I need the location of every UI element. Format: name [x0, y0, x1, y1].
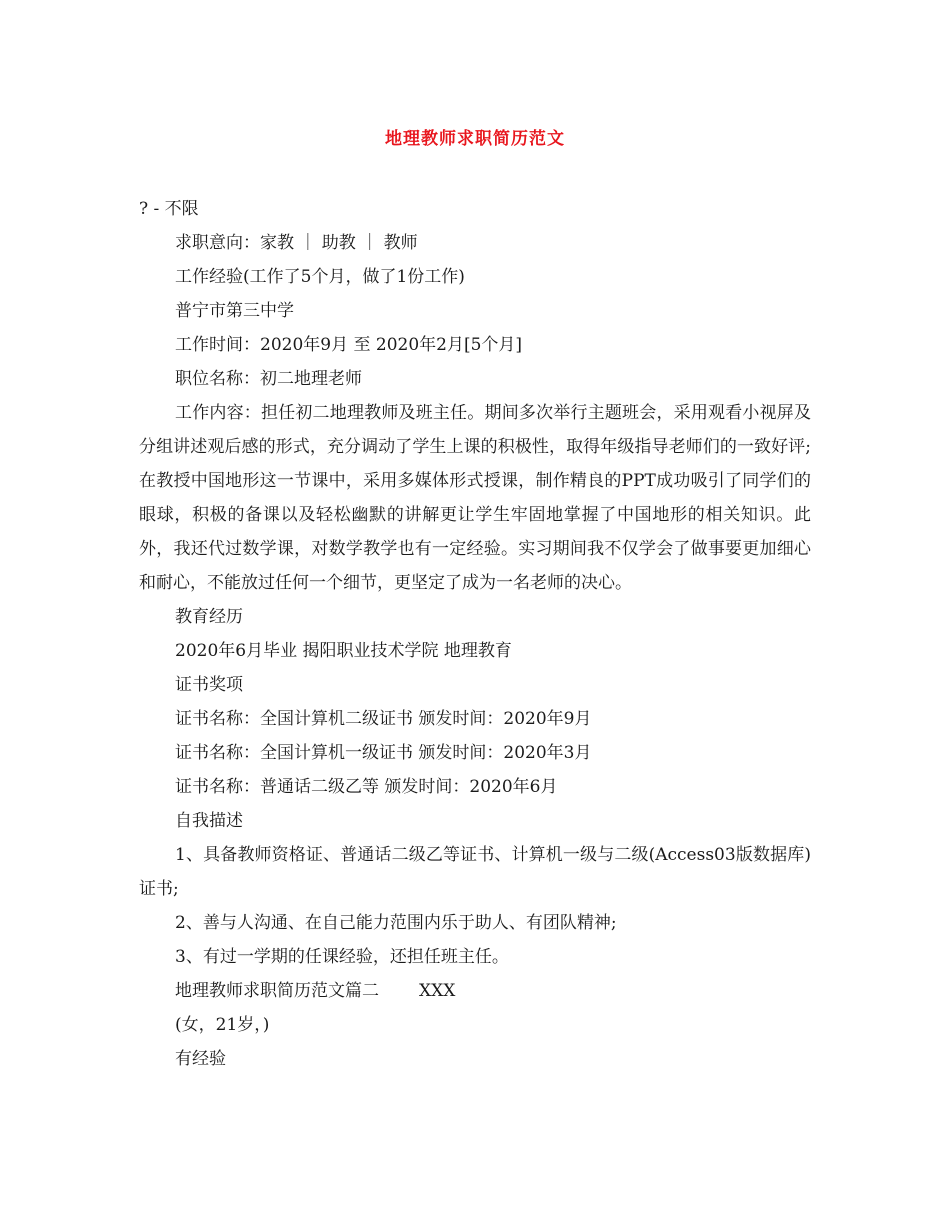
candidate-info: (女，21岁，) [175, 1015, 270, 1035]
work-experience-summary: 工作经验(工作了5个月，做了1份工作) [175, 267, 465, 287]
certificate-item: 证书名称：普通话二级乙等 颁发时间：2020年6月 [175, 777, 558, 797]
experience-level: 有经验 [175, 1049, 226, 1069]
self-description-item: 1、具备教师资格证、普通话二级乙等证书、计算机一级与二级(Access03版数据库)证书; [139, 845, 811, 899]
job-intention-line: 求职意向：家教 ｜ 助教 ｜ 教师 [175, 233, 418, 253]
certificate-item: 证书名称：全国计算机二级证书 颁发时间：2020年9月 [175, 709, 592, 729]
position-title: 职位名称：初二地理老师 [175, 369, 362, 389]
work-period: 工作时间：2020年9月 至 2020年2月[5个月] [175, 335, 523, 355]
second-resume-heading [139, 974, 811, 1008]
document-body [139, 192, 811, 1076]
self-description-heading: 自我描述 [175, 811, 243, 831]
document-title: 地理教师求职简历范文 [385, 129, 565, 149]
second-resume-title: 地理教师求职简历范文篇二 [175, 981, 379, 1001]
certificate-item: 证书名称：全国计算机一级证书 颁发时间：2020年3月 [175, 743, 592, 763]
self-description-item: 3、有过一学期的任课经验，还担任班主任。 [175, 947, 509, 967]
candidate-name: XXX [419, 981, 456, 1001]
availability-line: ? - 不限 [139, 199, 199, 219]
self-description-item: 2、善与人沟通、在自己能力范围内乐于助人、有团队精神; [175, 913, 617, 933]
employer-name: 普宁市第三中学 [175, 301, 294, 321]
work-description-paragraph: 工作内容：担任初二地理教师及班主任。期间多次举行主题班会，采用观看小视屏及分组讲述观后感的形式，充分调动了学生上课的积极性，取得年级指导老师们的一致好评;在教授中国地形这一节课中，采用多媒体形式授课，制作精良的PPT成功吸引了同学们的眼球，积极的备课以及轻松幽默的讲解更让学生牢固地掌握了中国地形的相关知识。此外，我还代过数学课，对数学教学也有一定经验。实习期间我不仅学会了做事要更加细心和耐心，不能放过任何一个细节，更坚定了成为一名老师的决心。 [139, 403, 811, 593]
certificates-heading: 证书奖项 [175, 675, 243, 695]
education-entry: 2020年6月毕业 揭阳职业技术学院 地理教育 [175, 641, 512, 661]
education-heading: 教育经历 [175, 607, 243, 627]
